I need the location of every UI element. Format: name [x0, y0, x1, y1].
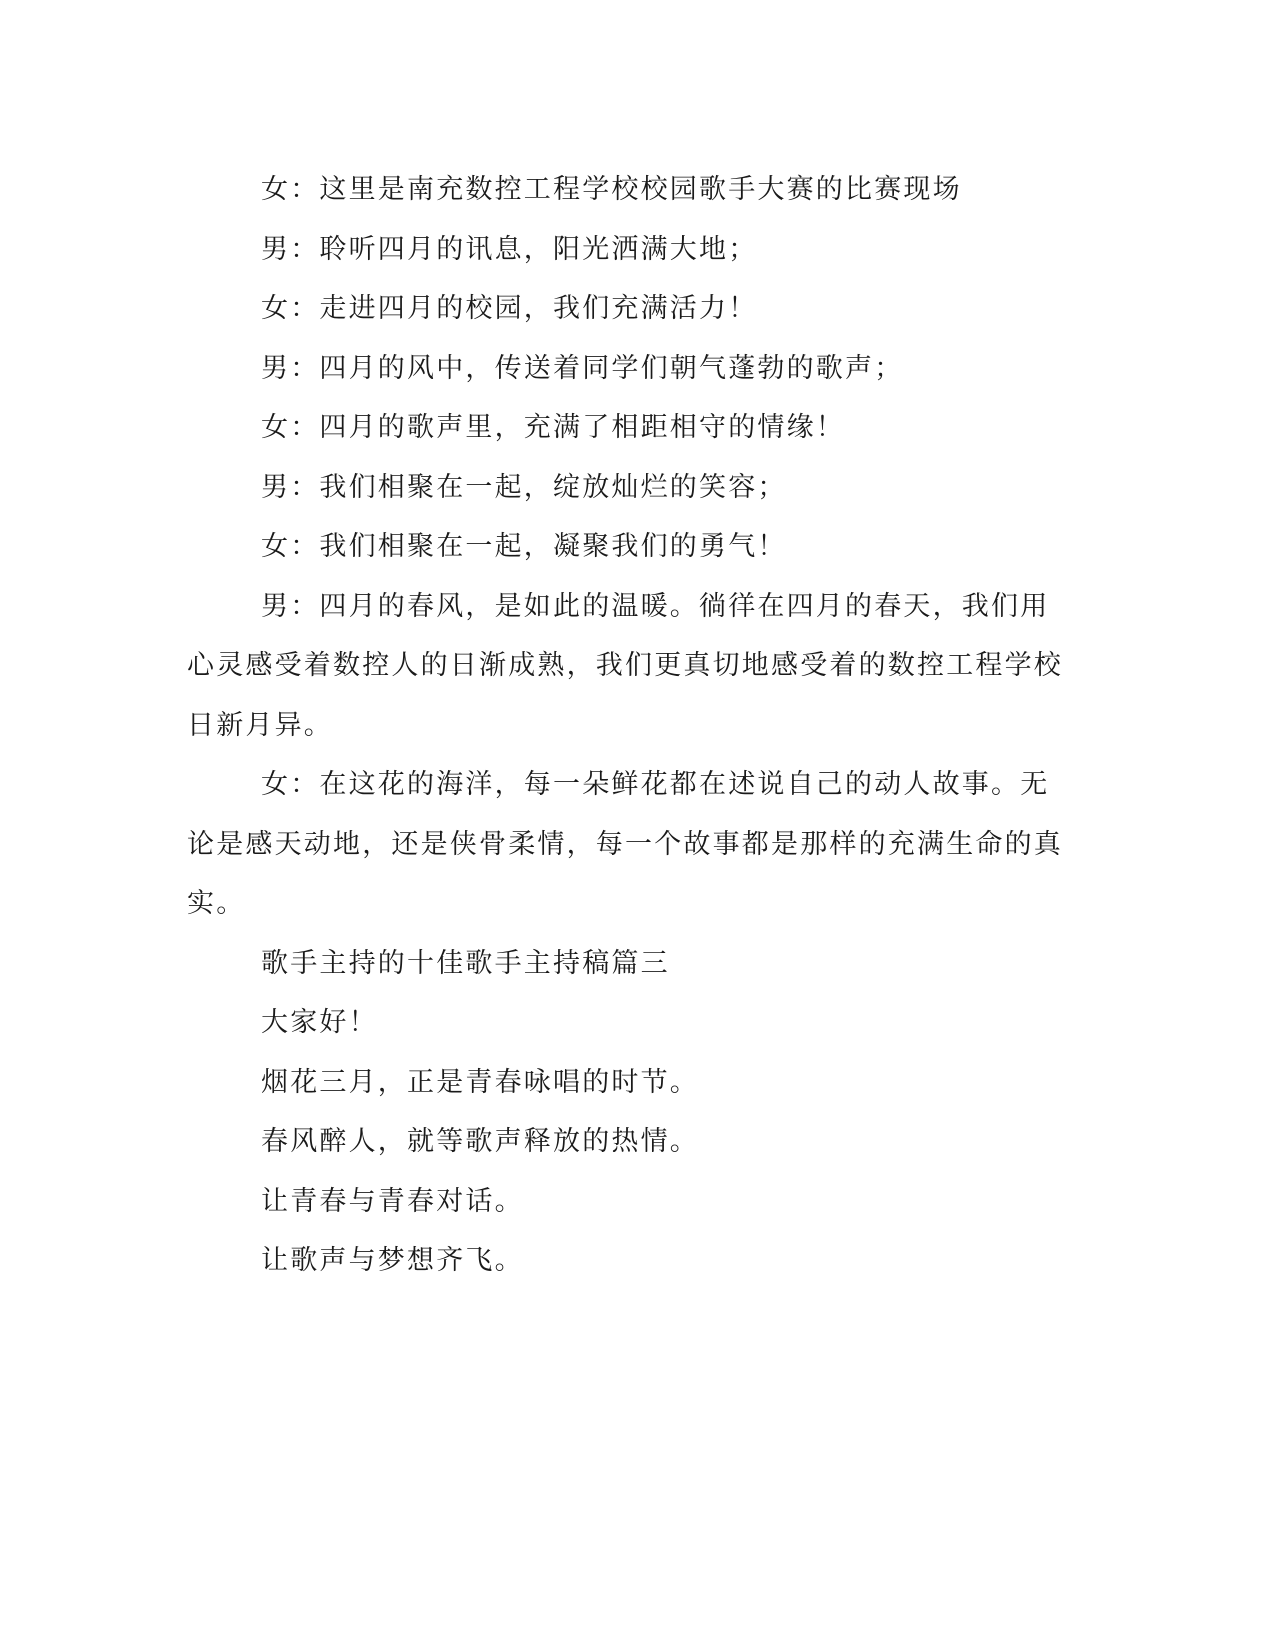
paragraph: 男：四月的风中，传送着同学们朝气蓬勃的歌声；: [261, 352, 904, 384]
paragraph: 春风醉人，就等歌声释放的热情。: [261, 1126, 699, 1157]
paragraph: 男：聆听四月的讯息，阳光洒满大地；: [261, 233, 758, 265]
paragraph: 女：我们相聚在一起，凝聚我们的勇气！: [261, 531, 787, 562]
paragraph: 烟花三月，正是青春咏唱的时节。: [261, 1066, 699, 1098]
paragraph: 男：四月的春风，是如此的温暖。徜徉在四月的春天，我们用心灵感受着数控人的日渐成熟，我们更真切地感受着的数控工程学校日新月异。: [187, 590, 1063, 741]
section-heading: 歌手主持的十佳歌手主持稿篇三: [261, 947, 670, 979]
paragraph: 大家好！: [261, 1007, 378, 1038]
paragraph: 女：在这花的海洋，每一朵鲜花都在述说自己的动人故事。无论是感天动地，还是侠骨柔情，每一个故事都是那样的充满生命的真实。: [187, 769, 1063, 919]
paragraph: 女：四月的歌声里，充满了相距相守的情缘！: [261, 412, 845, 443]
paragraph: 让歌声与梦想齐飞。: [261, 1245, 524, 1276]
paragraph: 女：走进四月的校园，我们充满活力！: [261, 293, 758, 324]
paragraph: 让青春与青春对话。: [261, 1185, 524, 1217]
document-body: [187, 160, 1077, 1291]
paragraph: 女：这里是南充数控工程学校校园歌手大赛的比赛现场: [261, 174, 962, 205]
paragraph: 男：我们相聚在一起，绽放灿烂的笑容；: [261, 471, 787, 503]
